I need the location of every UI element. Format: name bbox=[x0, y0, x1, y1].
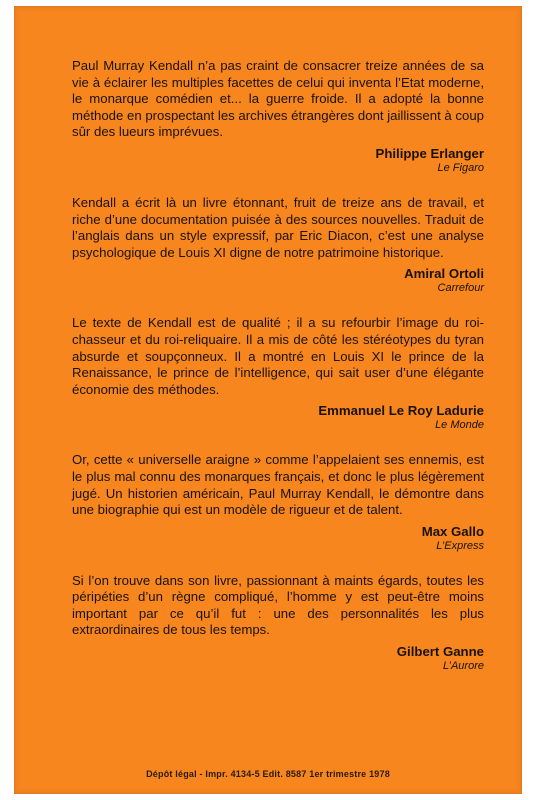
review-quote: Or, cette « universelle araigne » comme l’appelaient ses ennemis, est le plus mal connu des monarques français, et donc le plus légèrement jugé. Un historien américain, Paul Murray Kendall, le démontre dans une biographie qui est un modèle de rigueur et de talent. bbox=[72, 452, 484, 518]
review-ortoli bbox=[72, 195, 484, 295]
review-author: Gilbert Ganne bbox=[396, 644, 484, 660]
review-quote: Paul Murray Kendall n’a pas craint de consacrer treize années de sa vie à éclairer les multiples facettes de celui qui inventa l’Etat moderne, le monarque comédien et... la guerre froide. Il a adopté la bonne méthode en prospectant les archives étrangères dont jaillissent à coup sûr des lueurs imprévues. bbox=[72, 58, 484, 140]
review-quote: Si l’on trouve dans son livre, passionnant à maints égards, toutes les péripéties d’un règne compliqué, l’homme y est peut-être moins important par ce qu’il fut : une des personnalités les plus extraordinaires de tous les temps. bbox=[72, 572, 484, 638]
review-author: Emmanuel Le Roy Ladurie bbox=[318, 403, 484, 419]
review-ladurie bbox=[72, 315, 484, 432]
review-source: Le Monde bbox=[435, 419, 484, 432]
review-erlanger bbox=[72, 58, 484, 175]
review-quote: Le texte de Kendall est de qualité ; il a su refourbir l’image du roi-chasseur et du roi-reliquaire. Il a mis de côté les stéréotypes du tyran absurde et soupçonneux. Il a montré en Louis XI le prince de la Renaissance, le prince de l’intelligence, qui sait user d’une élégante économie des méthodes. bbox=[72, 315, 484, 397]
press-reviews bbox=[72, 58, 484, 693]
review-author: Amiral Ortoli bbox=[404, 266, 484, 282]
review-ganne bbox=[72, 573, 484, 673]
review-quote: Kendall a écrit là un livre étonnant, fruit de treize ans de travail, et riche d’une documentation puisée à des sources nouvelles. Traduit de l’anglais dans un style expressif, par Eric Diacon, c’est une analyse psychologique de Louis XI digne de notre patrimoine historique. bbox=[72, 194, 484, 260]
review-author: Max Gallo bbox=[421, 523, 484, 539]
back-cover bbox=[14, 6, 522, 794]
legal-deposit-line: Dépôt légal - Impr. 4134-5 Edit. 8587 1er trimestre 1978 bbox=[146, 769, 390, 779]
review-author: Philippe Erlanger bbox=[375, 145, 484, 161]
review-source: L’Aurore bbox=[443, 660, 484, 673]
review-gallo bbox=[72, 452, 484, 552]
review-source: L’Express bbox=[436, 539, 484, 552]
review-source: Le Figaro bbox=[437, 161, 484, 174]
review-source: Carrefour bbox=[437, 282, 484, 295]
